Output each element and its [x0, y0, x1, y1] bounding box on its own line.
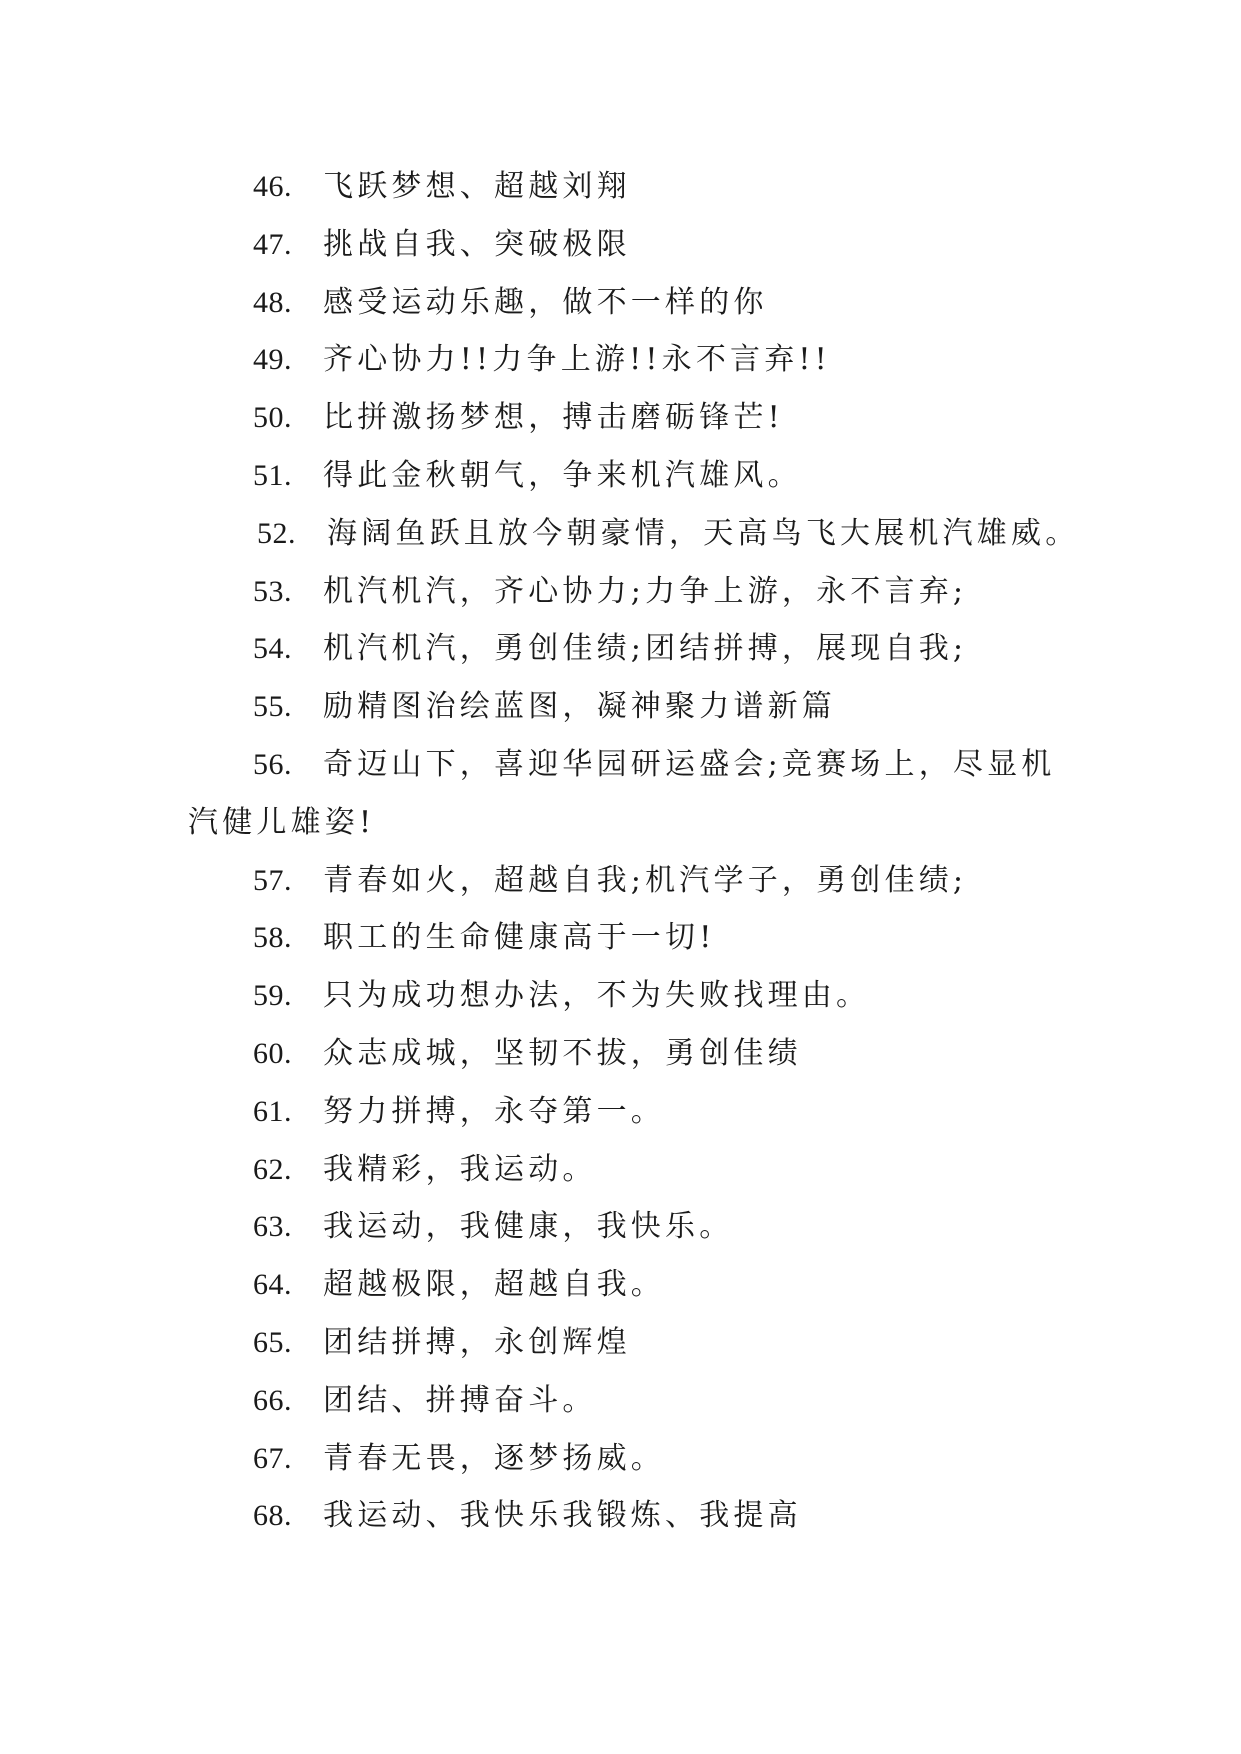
item-number: 53.: [253, 574, 292, 608]
list-item: [188, 216, 1088, 274]
item-number: 56.: [253, 747, 292, 781]
item-number: 48.: [253, 285, 292, 319]
item-text: 努力拼搏，永夺第一。: [323, 1093, 665, 1129]
item-text: 挑战自我、突破极限: [323, 226, 631, 262]
item-number: 51.: [253, 458, 292, 492]
item-text: 机汽机汽，齐心协力;力争上游，永不言弃;: [323, 573, 968, 609]
list-item: [188, 1141, 1088, 1199]
item-text: 齐心协力!!力争上游!!永不言弃!!: [323, 342, 831, 378]
list-item: [188, 563, 1088, 621]
item-number: 63.: [253, 1210, 292, 1244]
item-text: 我运动、我快乐我锻炼、我提高: [323, 1498, 802, 1534]
item-text: 职工的生命健康高于一切!: [323, 920, 716, 956]
item-text: 众志成城，坚韧不拔，勇创佳绩: [323, 1035, 802, 1071]
item-text: 海阔鱼跃且放今朝豪情，天高鸟飞大展机汽雄威。: [327, 515, 1080, 551]
list-item: [188, 1198, 1088, 1256]
list-item: [188, 678, 1088, 736]
list-item: [188, 1083, 1088, 1141]
list-item: [188, 852, 1088, 910]
item-text: 青春无畏，逐梦扬威。: [323, 1440, 665, 1476]
item-number: 59.: [253, 979, 292, 1013]
item-number: 55.: [253, 690, 292, 724]
list-item: [188, 1372, 1088, 1430]
list-item: [188, 736, 1088, 852]
item-text: 超越极限，超越自我。: [323, 1267, 665, 1303]
list-item: [188, 967, 1088, 1025]
item-number: 64.: [253, 1268, 292, 1302]
item-text: 比拼激扬梦想，搏击磨砺锋芒!: [323, 400, 784, 436]
item-text: 团结、拼搏奋斗。: [323, 1382, 597, 1418]
item-number: 61.: [253, 1094, 292, 1128]
list-item: [188, 158, 1088, 216]
item-number: 66.: [253, 1383, 292, 1417]
item-text: 我运动，我健康，我快乐。: [323, 1209, 734, 1245]
item-number: 52.: [257, 516, 296, 550]
item-number: 54.: [253, 632, 292, 666]
list-item: [188, 447, 1088, 505]
list-item: [188, 1256, 1088, 1314]
item-text: 励精图治绘蓝图，凝神聚力谱新篇: [323, 689, 836, 725]
item-text: 奇迈山下，喜迎华园研运盛会;竞赛场上，尽显机: [323, 746, 1056, 782]
item-number: 62.: [253, 1152, 292, 1186]
list-item: [188, 1025, 1088, 1083]
item-text: 青春如火，超越自我;机汽学子，勇创佳绩;: [323, 862, 968, 898]
item-number: 60.: [253, 1036, 292, 1070]
item-number: 49.: [253, 343, 292, 377]
item-text: 我精彩，我运动。: [323, 1151, 597, 1187]
list-item: [188, 331, 1088, 389]
list-item: [188, 505, 1088, 563]
item-number: 68.: [253, 1499, 292, 1533]
item-number: 47.: [253, 227, 292, 261]
item-text: 团结拼搏，永创辉煌: [323, 1324, 631, 1360]
item-text: 只为成功想办法，不为失败找理由。: [323, 978, 871, 1014]
item-number: 67.: [253, 1441, 292, 1475]
list-item: [188, 909, 1088, 967]
list-item: [188, 1487, 1088, 1545]
slogan-list: [188, 158, 1088, 1545]
list-item: [188, 389, 1088, 447]
item-number: 50.: [253, 401, 292, 435]
item-text: 感受运动乐趣，做不一样的你: [323, 284, 768, 320]
item-number: 58.: [253, 921, 292, 955]
list-item: [188, 1430, 1088, 1488]
list-item: [188, 1314, 1088, 1372]
item-number: 65.: [253, 1325, 292, 1359]
item-text: 得此金秋朝气，争来机汽雄风。: [323, 457, 802, 493]
item-text-continuation: 汽健儿雄姿!: [188, 804, 376, 840]
list-item: [188, 274, 1088, 332]
item-text: 机汽机汽，勇创佳绩;团结拼搏，展现自我;: [323, 631, 968, 667]
item-number: 57.: [253, 863, 292, 897]
list-item: [188, 620, 1088, 678]
item-text: 飞跃梦想、超越刘翔: [323, 169, 631, 204]
item-number: 46.: [253, 170, 292, 203]
